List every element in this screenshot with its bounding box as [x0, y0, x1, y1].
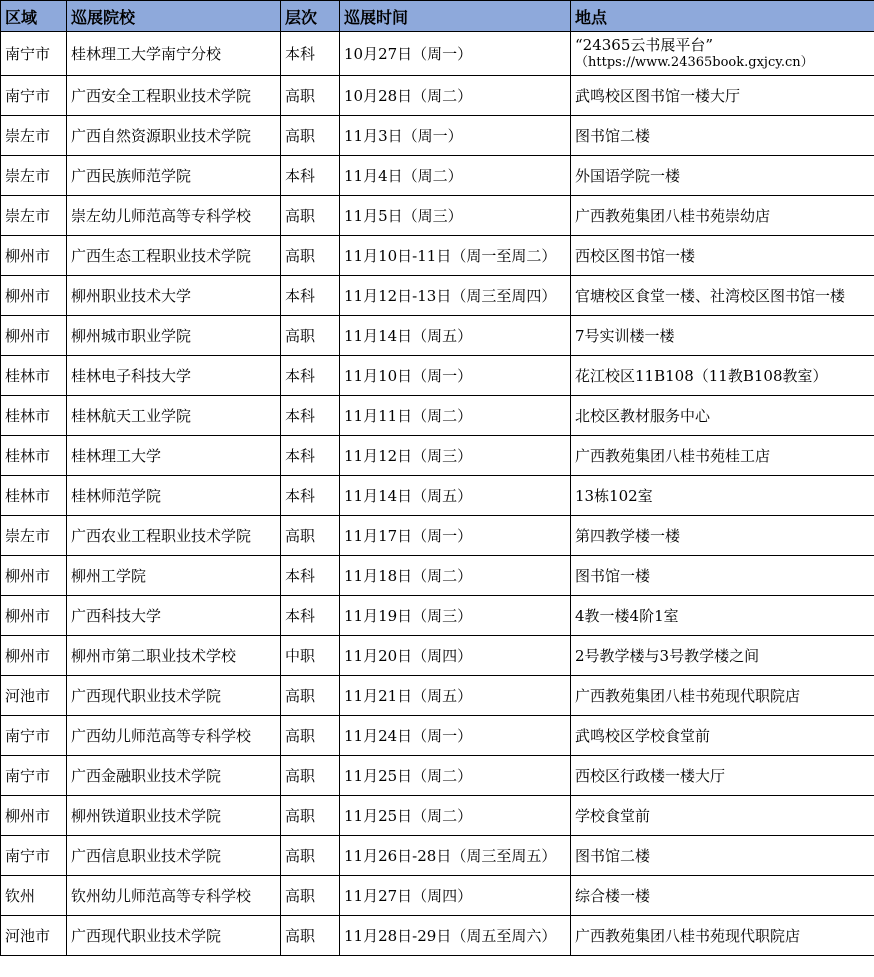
cell-time: 11月25日（周二）: [340, 756, 571, 796]
cell-region: 钦州: [1, 876, 67, 916]
cell-level: 中职: [281, 636, 340, 676]
cell-location: 西校区图书馆一楼: [571, 236, 874, 276]
table-row: [1, 556, 874, 596]
cell-time: 10月28日（周二）: [340, 76, 571, 116]
cell-school: 广西农业工程职业技术学院: [67, 516, 281, 556]
cell-level: 高职: [281, 196, 340, 236]
cell-time: 11月10日-11日（周一至周二）: [340, 236, 571, 276]
cell-time: 11月21日（周五）: [340, 676, 571, 716]
cell-school: 桂林师范学院: [67, 476, 281, 516]
cell-region: 南宁市: [1, 32, 67, 76]
table-row: [1, 596, 874, 636]
cell-location: 外国语学院一楼: [571, 156, 874, 196]
cell-school: 广西现代职业技术学院: [67, 916, 281, 956]
cell-region: 河池市: [1, 916, 67, 956]
cell-level: 高职: [281, 316, 340, 356]
cell-level: 本科: [281, 396, 340, 436]
cell-school: 桂林理工大学南宁分校: [67, 32, 281, 76]
cell-time: 11月26日-28日（周三至周五）: [340, 836, 571, 876]
cell-location: 第四教学楼一楼: [571, 516, 874, 556]
cell-time: 11月18日（周二）: [340, 556, 571, 596]
table-row: [1, 876, 874, 916]
header-school: 巡展院校: [67, 1, 281, 32]
cell-time: 10月27日（周一）: [340, 32, 571, 76]
cell-region: 南宁市: [1, 716, 67, 756]
cell-school: 桂林理工大学: [67, 436, 281, 476]
cell-level: 本科: [281, 356, 340, 396]
cell-time: 11月14日（周五）: [340, 316, 571, 356]
cell-school: 广西自然资源职业技术学院: [67, 116, 281, 156]
cell-time: 11月25日（周二）: [340, 796, 571, 836]
table-row: [1, 76, 874, 116]
cell-time: 11月14日（周五）: [340, 476, 571, 516]
cell-location: 广西教苑集团八桂书苑现代职院店: [571, 676, 874, 716]
table-row: [1, 396, 874, 436]
table-row: [1, 716, 874, 756]
cell-time: 11月12日-13日（周三至周四）: [340, 276, 571, 316]
cell-region: 崇左市: [1, 156, 67, 196]
cell-region: 柳州市: [1, 596, 67, 636]
cell-location: 西校区行政楼一楼大厅: [571, 756, 874, 796]
cell-school: 广西现代职业技术学院: [67, 676, 281, 716]
cell-region: 桂林市: [1, 476, 67, 516]
cell-location: 广西教苑集团八桂书苑现代职院店: [571, 916, 874, 956]
cell-school: 柳州铁道职业技术学院: [67, 796, 281, 836]
cell-location: 13栋102室: [571, 476, 874, 516]
cell-time: 11月17日（周一）: [340, 516, 571, 556]
cell-time: 11月3日（周一）: [340, 116, 571, 156]
table-row: [1, 436, 874, 476]
header-location: 地点: [571, 1, 874, 32]
cell-region: 桂林市: [1, 396, 67, 436]
cell-location: 图书馆二楼: [571, 116, 874, 156]
table-body: [1, 32, 874, 956]
table-row: [1, 32, 874, 76]
cell-school: 柳州市第二职业技术学校: [67, 636, 281, 676]
header-level: 层次: [281, 1, 340, 32]
cell-school: 柳州职业技术大学: [67, 276, 281, 316]
cell-time: 11月4日（周二）: [340, 156, 571, 196]
cell-location: 7号实训楼一楼: [571, 316, 874, 356]
table-row: [1, 236, 874, 276]
table-row: [1, 116, 874, 156]
cell-school: 广西信息职业技术学院: [67, 836, 281, 876]
cell-time: 11月20日（周四）: [340, 636, 571, 676]
cell-time: 11月12日（周三）: [340, 436, 571, 476]
cell-region: 柳州市: [1, 316, 67, 356]
table-row: [1, 196, 874, 236]
cell-level: 高职: [281, 916, 340, 956]
cell-location: 图书馆一楼: [571, 556, 874, 596]
cell-location: 武鸣校区学校食堂前: [571, 716, 874, 756]
cell-level: 本科: [281, 156, 340, 196]
cell-level: 本科: [281, 596, 340, 636]
cell-level: 本科: [281, 32, 340, 76]
cell-location: 广西教苑集团八桂书苑崇幼店: [571, 196, 874, 236]
cell-level: 高职: [281, 76, 340, 116]
cell-location: [571, 32, 874, 76]
cell-time: 11月27日（周四）: [340, 876, 571, 916]
cell-school: 柳州城市职业学院: [67, 316, 281, 356]
location-line-2: （https://www.24365book.gxjcy.cn）: [575, 54, 814, 70]
table-row: [1, 316, 874, 356]
cell-level: 高职: [281, 756, 340, 796]
header-region: 区域: [1, 1, 67, 32]
cell-location: 4教一楼4阶1室: [571, 596, 874, 636]
table-row: [1, 356, 874, 396]
table-row: [1, 836, 874, 876]
cell-location: 图书馆二楼: [571, 836, 874, 876]
cell-school: 柳州工学院: [67, 556, 281, 596]
cell-region: 河池市: [1, 676, 67, 716]
table-row: [1, 636, 874, 676]
cell-region: 桂林市: [1, 356, 67, 396]
table-row: [1, 516, 874, 556]
cell-location: 综合楼一楼: [571, 876, 874, 916]
table-row: [1, 916, 874, 956]
table-row: [1, 756, 874, 796]
cell-region: 柳州市: [1, 796, 67, 836]
location-line-1: “24365云书展平台”: [575, 35, 714, 54]
cell-school: 崇左幼儿师范高等专科学校: [67, 196, 281, 236]
cell-school: 钦州幼儿师范高等专科学校: [67, 876, 281, 916]
cell-region: 崇左市: [1, 196, 67, 236]
cell-time: 11月11日（周二）: [340, 396, 571, 436]
cell-region: 柳州市: [1, 636, 67, 676]
table-header: [1, 1, 874, 32]
header-row: [1, 1, 874, 32]
cell-level: 本科: [281, 436, 340, 476]
cell-region: 桂林市: [1, 436, 67, 476]
cell-level: 高职: [281, 796, 340, 836]
cell-region: 崇左市: [1, 116, 67, 156]
table-row: [1, 796, 874, 836]
cell-level: 本科: [281, 556, 340, 596]
cell-school: 广西科技大学: [67, 596, 281, 636]
cell-region: 南宁市: [1, 756, 67, 796]
table-row: [1, 276, 874, 316]
cell-location: 2号教学楼与3号教学楼之间: [571, 636, 874, 676]
cell-region: 南宁市: [1, 836, 67, 876]
cell-region: 柳州市: [1, 276, 67, 316]
cell-school: 广西金融职业技术学院: [67, 756, 281, 796]
table-row: [1, 156, 874, 196]
cell-school: 桂林航天工业学院: [67, 396, 281, 436]
cell-school: 广西民族师范学院: [67, 156, 281, 196]
cell-level: 高职: [281, 116, 340, 156]
cell-time: 11月24日（周一）: [340, 716, 571, 756]
cell-school: 广西生态工程职业技术学院: [67, 236, 281, 276]
table-row: [1, 676, 874, 716]
cell-location: 官塘校区食堂一楼、社湾校区图书馆一楼: [571, 276, 874, 316]
cell-level: 高职: [281, 836, 340, 876]
cell-time: 11月19日（周三）: [340, 596, 571, 636]
cell-school: 桂林电子科技大学: [67, 356, 281, 396]
cell-time: 11月10日（周一）: [340, 356, 571, 396]
cell-level: 高职: [281, 676, 340, 716]
cell-level: 本科: [281, 276, 340, 316]
cell-level: 高职: [281, 876, 340, 916]
cell-location: 广西教苑集团八桂书苑桂工店: [571, 436, 874, 476]
cell-region: 南宁市: [1, 76, 67, 116]
cell-school: 广西幼儿师范高等专科学校: [67, 716, 281, 756]
cell-region: 崇左市: [1, 516, 67, 556]
cell-region: 柳州市: [1, 236, 67, 276]
table-row: [1, 476, 874, 516]
cell-location: 武鸣校区图书馆一楼大厅: [571, 76, 874, 116]
header-time: 巡展时间: [340, 1, 571, 32]
cell-location: 北校区教材服务中心: [571, 396, 874, 436]
cell-level: 高职: [281, 716, 340, 756]
cell-time: 11月28日-29日（周五至周六）: [340, 916, 571, 956]
cell-location: 花江校区11B108（11教B108教室）: [571, 356, 874, 396]
cell-level: 本科: [281, 476, 340, 516]
cell-location: 学校食堂前: [571, 796, 874, 836]
cell-level: 高职: [281, 236, 340, 276]
cell-time: 11月5日（周三）: [340, 196, 571, 236]
cell-school: 广西安全工程职业技术学院: [67, 76, 281, 116]
cell-region: 柳州市: [1, 556, 67, 596]
cell-level: 高职: [281, 516, 340, 556]
